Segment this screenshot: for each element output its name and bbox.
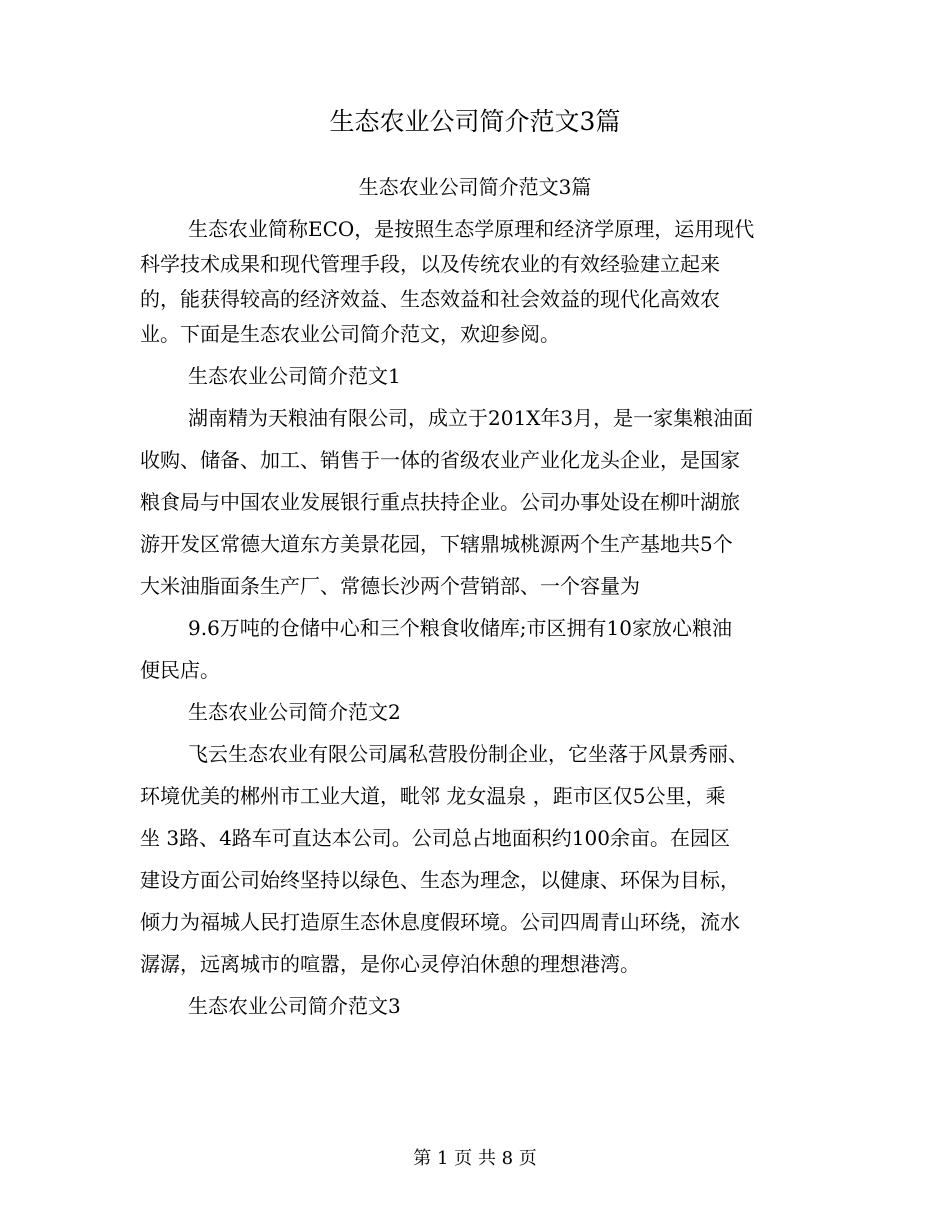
paragraph-line: 飞云生态农业有限公司属私营股份制企业，它坐落于风景秀丽、 xyxy=(188,742,748,766)
paragraph-line: 收购、储备、加工、销售于一体的省级农业产业化龙头企业，是国家 xyxy=(140,448,740,472)
document-body xyxy=(140,170,810,1024)
paragraph-line: 建设方面公司始终坚持以绿色、生态为理念，以健康、环保为目标， xyxy=(140,868,740,892)
paragraph-line: 的，能获得较高的经济效益、生态效益和社会效益的现代化高效农 xyxy=(140,287,720,311)
paragraph-line: 湖南精为天粮油有限公司，成立于201X年3月，是一家集粮油面 xyxy=(188,406,754,430)
paragraph-line: 大米油脂面条生产厂、常德长沙两个营销部、一个容量为 xyxy=(140,574,640,598)
section-1-continuation xyxy=(140,611,810,688)
paragraph-line: 生态农业简称ECO，是按照生态学原理和经济学原理，运用现代 xyxy=(188,217,755,241)
paragraph-line: 倾力为福城人民打造原生态休息度假环境。公司四周青山环绕，流水 xyxy=(140,910,740,934)
section-1-heading: 生态农业公司简介范文1 xyxy=(188,364,401,388)
paragraph-line: 科学技术成果和现代管理手段，以及传统农业的有效经验建立起来 xyxy=(140,252,720,276)
paragraph-line: 潺潺，远离城市的喧嚣，是你心灵停泊休憩的理想港湾。 xyxy=(140,952,640,976)
paragraph-line: 9.6万吨的仓储中心和三个粮食收储库;市区拥有10家放心粮油 xyxy=(188,616,732,640)
document-title: 生态农业公司简介范文3篇 xyxy=(329,107,621,136)
section-2-paragraph xyxy=(140,737,810,982)
paragraph-line: 业。下面是生态农业公司简介范文，欢迎参阅。 xyxy=(140,322,560,346)
page-number-footer: 第 1 页 共 8 页 xyxy=(413,1148,537,1169)
paragraph-line: 环境优美的郴州市工业大道，毗邻 龙女温泉 ，距市区仅5公里，乘 xyxy=(140,784,726,808)
paragraph-line: 粮食局与中国农业发展银行重点扶持企业。公司办事处设在柳叶湖旅 xyxy=(140,490,740,514)
paragraph-line: 坐 3路、4路车可直达本公司。公司总占地面积约100余亩。在园区 xyxy=(140,826,730,850)
document-subtitle: 生态农业公司简介范文3篇 xyxy=(358,175,592,199)
section-2-heading: 生态农业公司简介范文2 xyxy=(188,700,401,724)
intro-paragraph xyxy=(140,212,810,352)
section-1-paragraph xyxy=(140,401,810,604)
section-3-heading: 生态农业公司简介范文3 xyxy=(188,994,401,1018)
paragraph-line: 游开发区常德大道东方美景花园，下辖鼎城桃源两个生产基地共5个 xyxy=(140,532,733,556)
paragraph-line: 便民店。 xyxy=(140,658,220,682)
